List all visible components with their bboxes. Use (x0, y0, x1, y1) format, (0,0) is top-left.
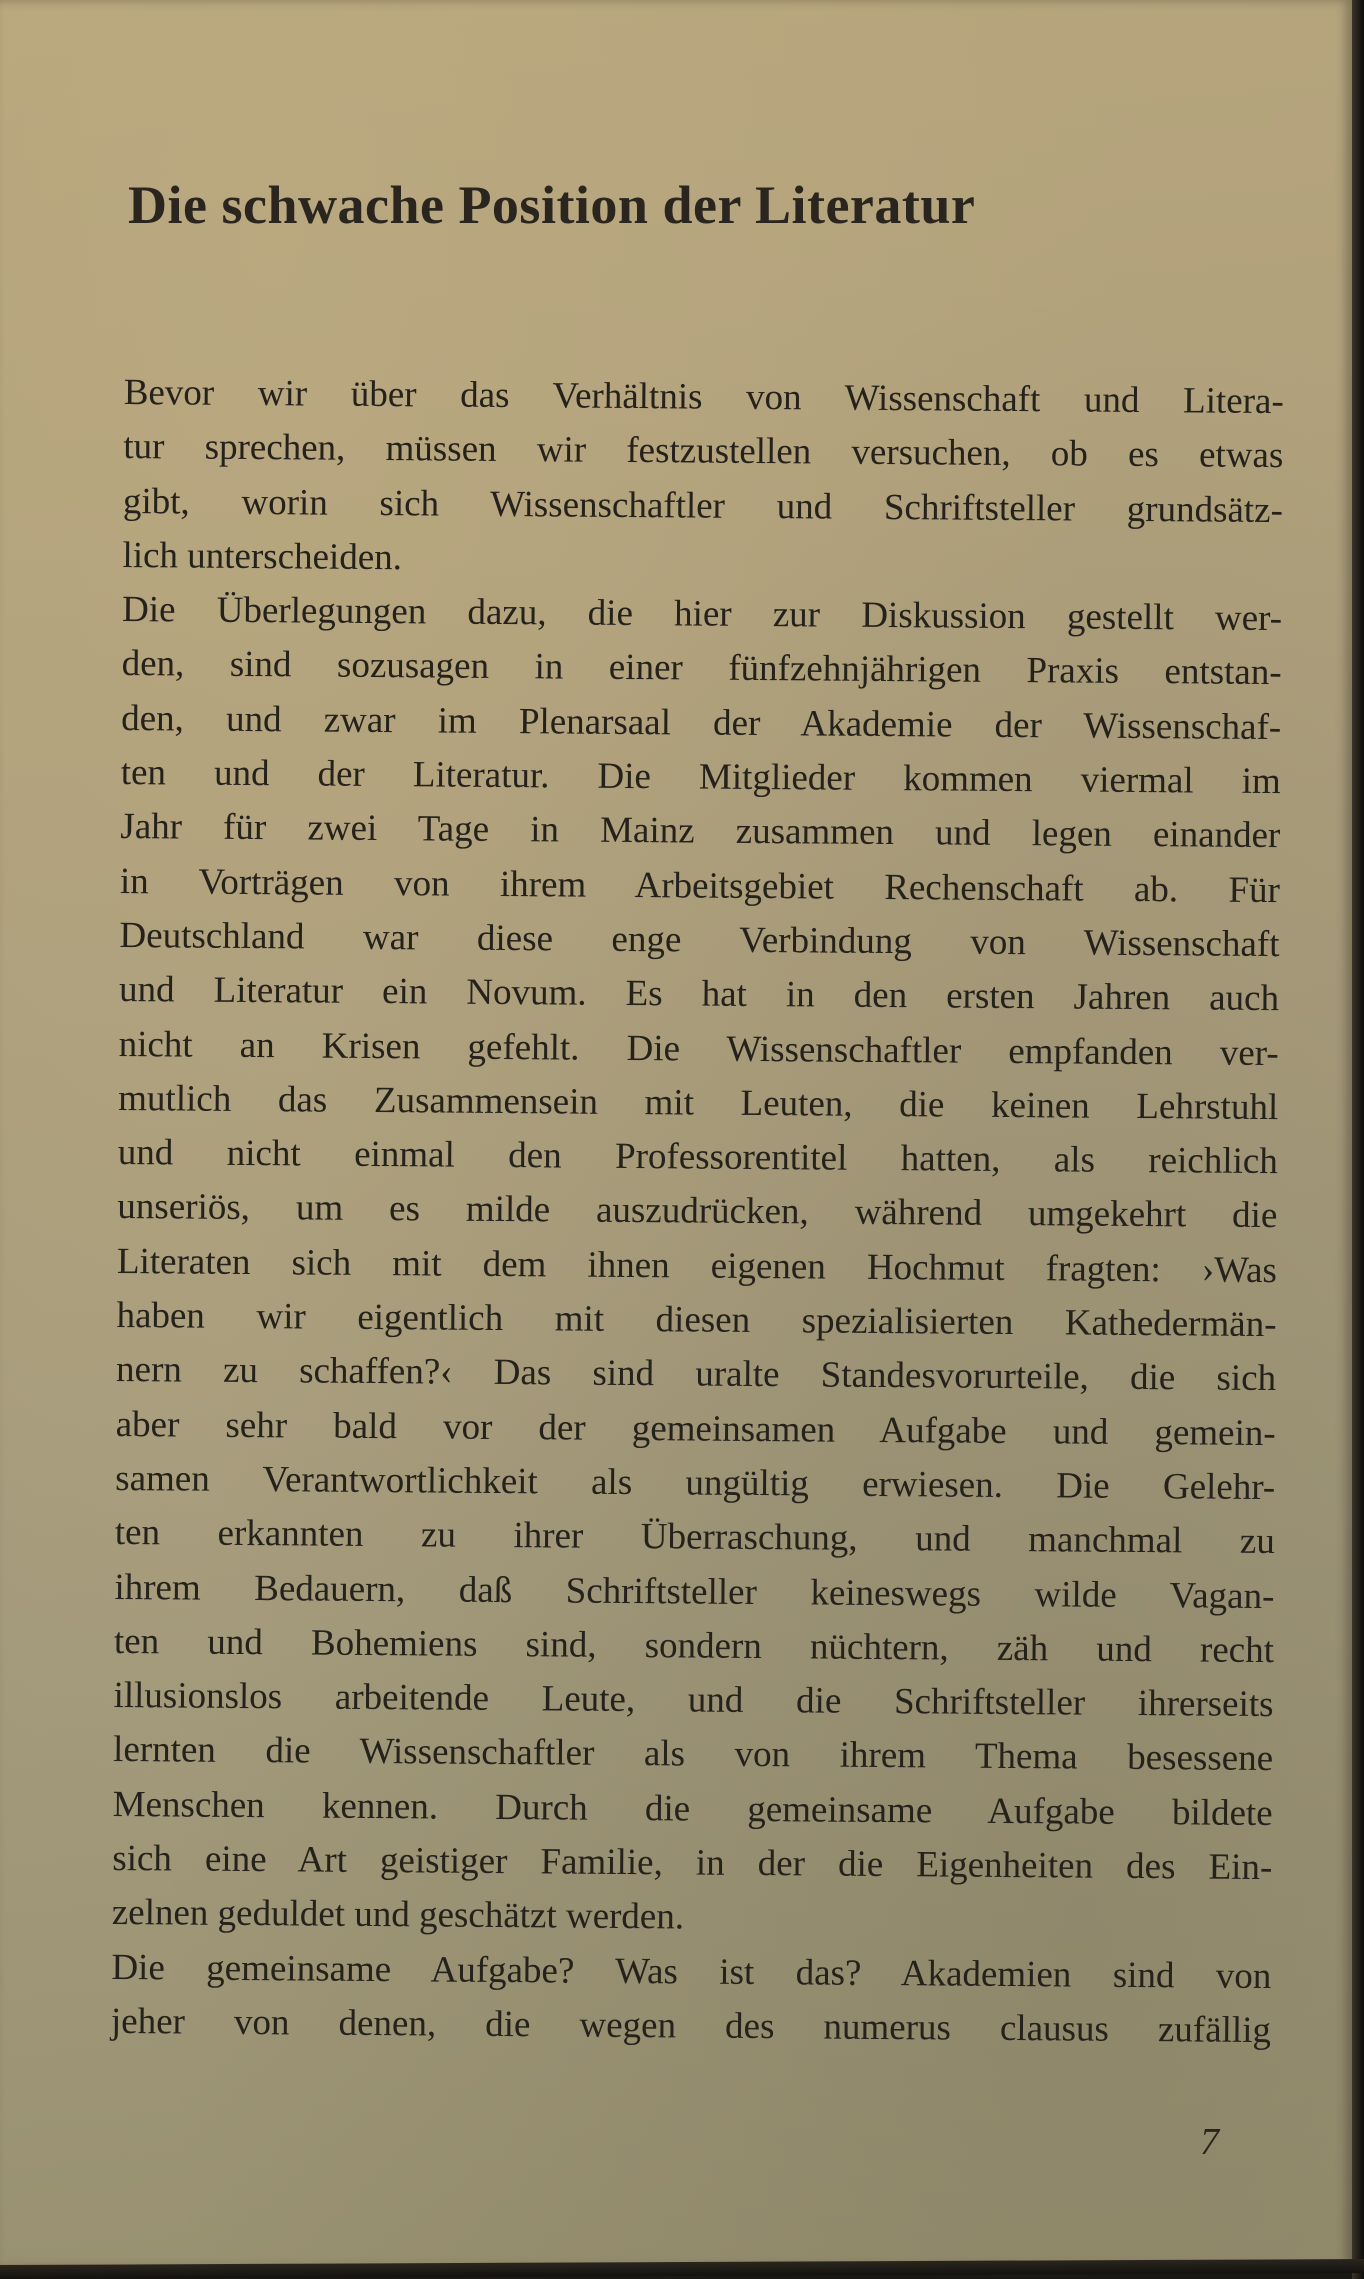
body-text (111, 366, 1284, 2058)
paragraph-2 (112, 583, 1283, 1949)
text-line: nicht an Krisen gefehlt. Die Wissenschaftler empfanden ver- (118, 1023, 1279, 1074)
text-line: lernten die Wissenschaftler als von ihrem Thema besessene (112, 1729, 1274, 1780)
text-line: und Literatur ein Novum. Es hat in den ersten Jahren auch (118, 969, 1280, 1020)
page-number: 7 (1200, 2121, 1219, 2163)
text-line: in Vorträgen von ihrem Arbeitsgebiet Rechenschaft ab. Für (119, 860, 1281, 911)
text-line: den, und zwar im Plenarsaal der Akademie der Wissenschaf- (121, 697, 1282, 748)
paragraph-3 (111, 1941, 1272, 2059)
text-line: zelnen geduldet und geschätzt werden. (111, 1892, 685, 1938)
text-line: sich eine Art geistiger Familie, in der die Eigenheiten des Ein- (112, 1837, 1273, 1889)
text-line: ten erkannten zu ihrer Überraschung, und manchmal zu (114, 1512, 1275, 1563)
text-line: haben wir eigentlich mit diesen spezialisierten Kathedermän- (116, 1295, 1277, 1346)
text-line: aber sehr bald vor der gemeinsamen Aufgabe und gemein- (115, 1403, 1276, 1454)
text-line: lich unterscheiden. (122, 534, 403, 579)
text-line: Deutschland war diese enge Verbindung von Wissenschaft (119, 914, 1280, 966)
text-line: illusionslos arbeitende Leute, und die Schriftsteller ihrerseits (113, 1675, 1274, 1726)
text-line: tur sprechen, müssen wir festzustellen versuchen, ob es etwas (123, 426, 1284, 477)
text-line: Die Überlegungen dazu, die hier zur Diskussion gestellt wer- (121, 589, 1283, 640)
text-line: Literaten sich mit dem ihnen eigenen Hochmut fragten: ›Was (116, 1240, 1278, 1291)
text-line: Jahr für zwei Tage in Mainz zusammen und legen einander (120, 806, 1281, 857)
paragraph-1 (122, 366, 1284, 592)
text-line: unseriös, um es milde auszudrücken, während umgekehrt die (117, 1186, 1278, 1237)
text-line: samen Verantwortlichkeit als ungültig erwiesen. Die Gelehr- (115, 1457, 1276, 1509)
text-line: Die gemeinsame Aufgabe? Was ist das? Akademien sind von (111, 1946, 1272, 1997)
text-line: ten und der Literatur. Die Mitglieder kommen viermal im (120, 752, 1281, 803)
chapter-title: Die schwache Position der Literatur (128, 175, 976, 236)
text-line: ihrem Bedauern, daß Schriftsteller keineswegs wilde Vagan- (114, 1566, 1275, 1617)
text-line: ten und Bohemiens sind, sondern nüchtern, zäh und recht (113, 1620, 1275, 1671)
text-line: Bevor wir über das Verhältnis von Wissenschaft und Litera- (123, 371, 1284, 423)
text-line: nern zu schaffen?‹ Das sind uralte Standesvorurteile, die sich (115, 1349, 1277, 1400)
text-line: Menschen kennen. Durch die gemeinsame Aufgabe bildete (112, 1783, 1273, 1834)
page-edge-shadow (1352, 0, 1364, 2279)
text-line: mutlich das Zusammensein mit Leuten, die keinen Lehrstuhl (118, 1077, 1279, 1128)
text-line: gibt, worin sich Wissenschaftler und Schriftsteller grundsätz- (122, 480, 1284, 531)
text-line: und nicht einmal den Professorentitel hatten, als reichlich (117, 1132, 1278, 1183)
text-line: jeher von denen, die wegen des numerus clausus zufällig (110, 2000, 1272, 2051)
text-line: den, sind sozusagen in einer fünfzehnjährigen Praxis entstan- (121, 643, 1282, 694)
